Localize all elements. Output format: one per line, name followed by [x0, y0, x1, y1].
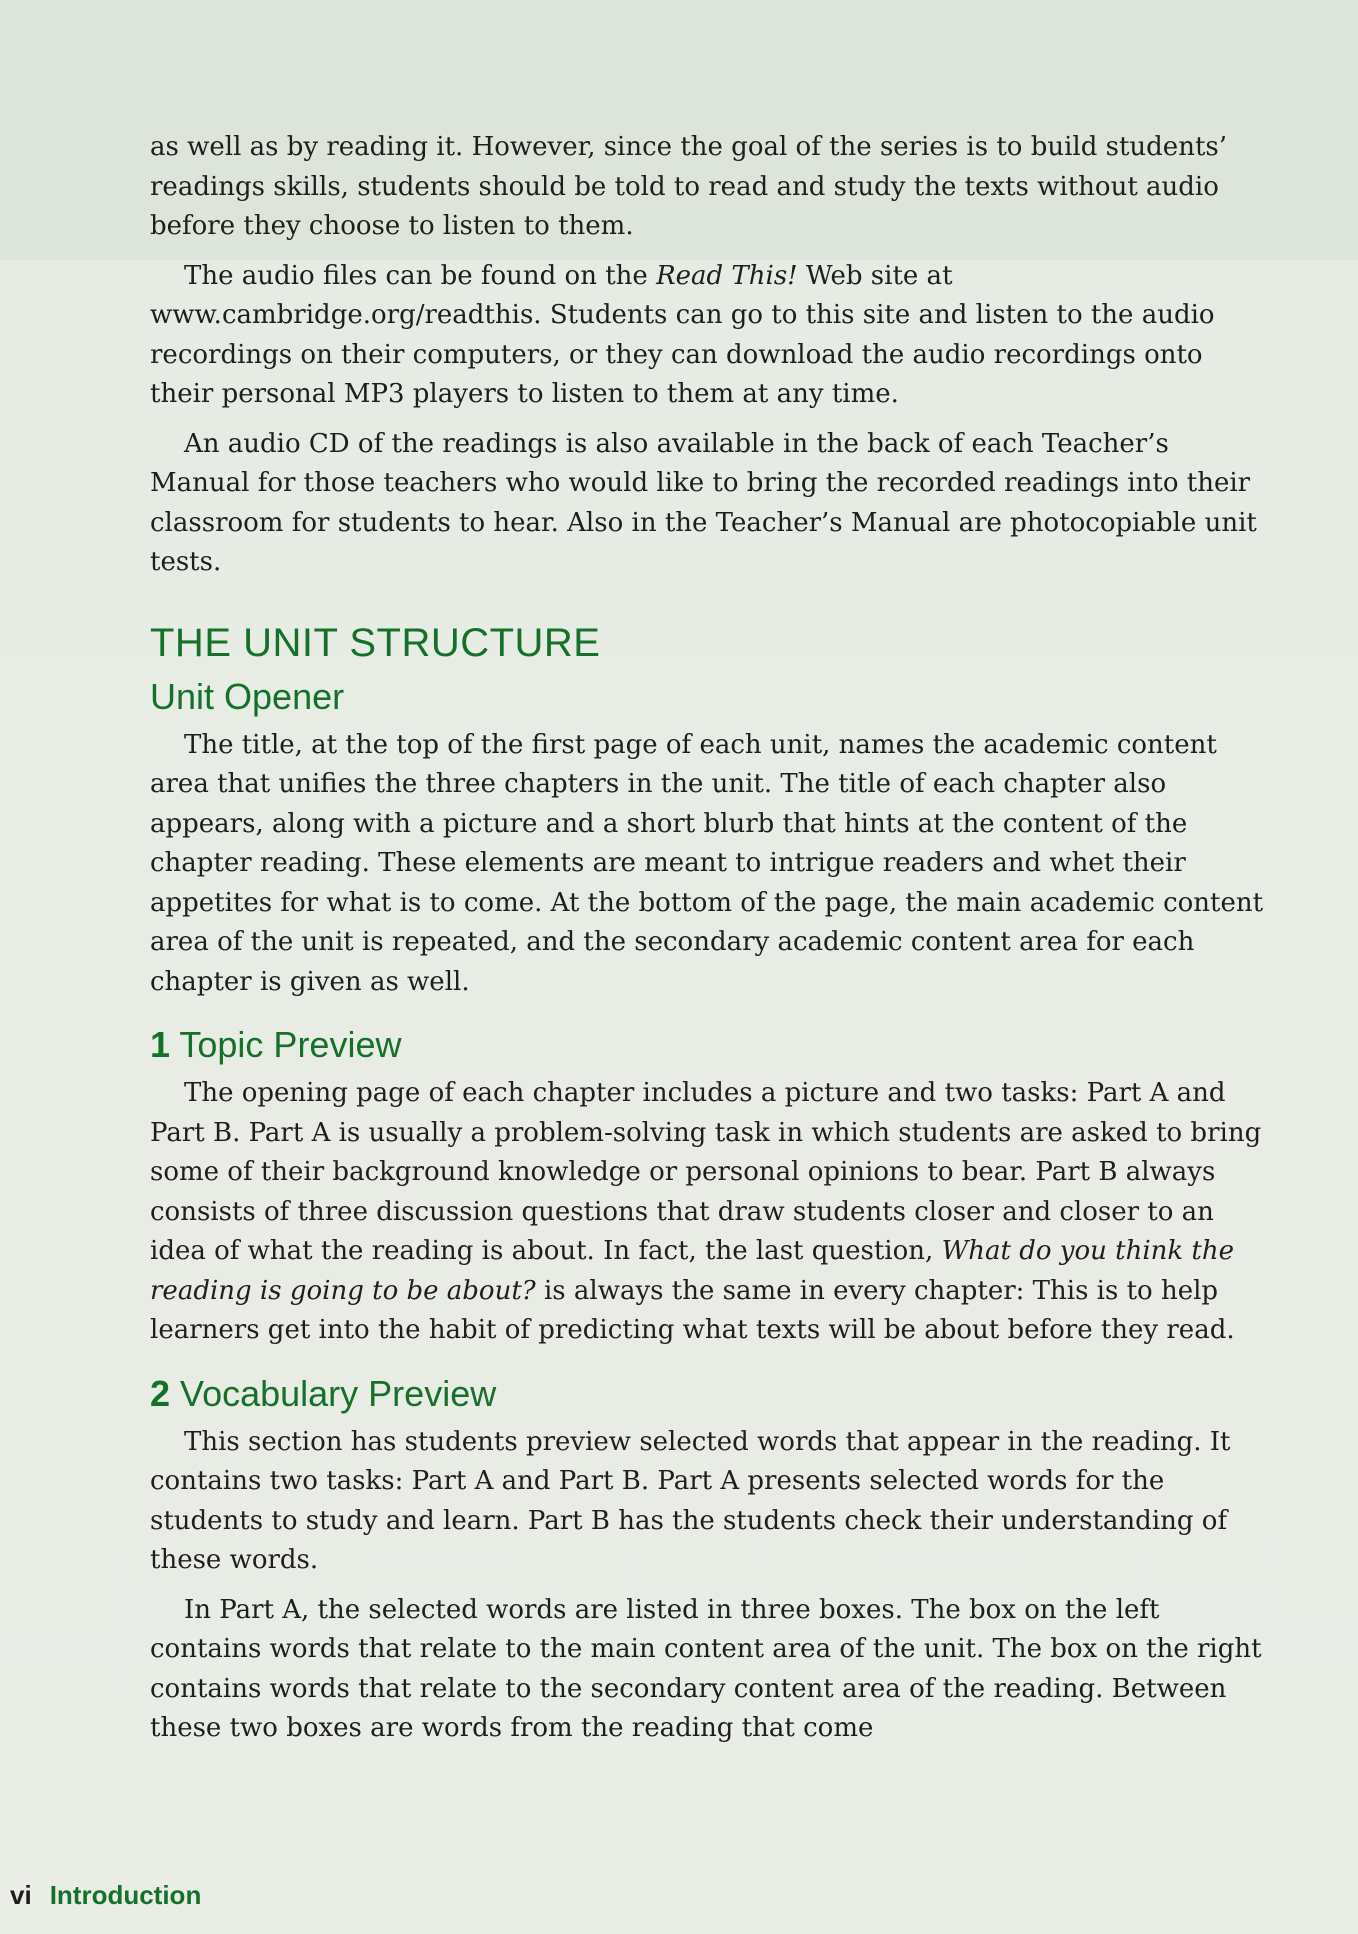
vocabulary-preview-number: 2: [150, 1372, 171, 1414]
section-title: THE UNIT STRUCTURE: [150, 620, 601, 665]
read-this-title: Read This!: [656, 260, 798, 291]
topic-preview-title: Topic Preview: [179, 1024, 402, 1065]
unit-opener-paragraph: The title, at the top of the first page of each unit, names the academic content area that unifies the three chapters in the unit. The title of each chapter also appears, along with a picture and a short blurb that hints at the content of the chapter reading. These elements are meant to intrigue readers and whet their appetites for what is to come. At the bottom of the page, the main academic content area of the unit is repeated, and the secondary academic content area for each chapter is given as well.: [150, 729, 1264, 997]
page-footer: [10, 1880, 201, 1911]
intro-paragraph-3: An audio CD of the readings is also available in the back of each Teacher’s Manual for those teachers who would like to bring the recorded readings into their classroom for students to hear. Also in the Teacher’s Manual are photocopiable unit tests.: [150, 428, 1257, 577]
topic-preview-after: is always the same in every chapter: This is to help learners get into the habit of predicting what texts will be about before they read.: [150, 1275, 1235, 1345]
vocabulary-preview-title: Vocabulary Preview: [180, 1372, 497, 1414]
unit-opener-heading: Unit Opener: [150, 675, 345, 717]
page-number: vi: [10, 1880, 32, 1910]
topic-preview-number: 1: [150, 1024, 171, 1065]
vocabulary-preview-paragraph-2: In Part A, the selected words are listed in three boxes. The box on the left contains words that relate to the main content area of the unit. The box on the right contains words that relate to the secondary content area of the reading. Between these two boxes are words from the reading that come: [150, 1594, 1262, 1743]
topic-preview-paragraph: [150, 1074, 1268, 1351]
vocabulary-preview-paragraph-1: This section has students preview selected words that appear in the reading. It contains two tasks: Part A and Part B. Part A presents selected words for the students to study and learn. Part B has the students check their understanding of these words.: [150, 1426, 1231, 1575]
topic-preview-before: The opening page of each chapter includes a picture and two tasks: Part A and Part B. Part A is usually a problem-solving task in which students are asked to bring some of their background knowledge or personal opinions to bear. Part B always consists of three discussion questions that draw students closer and closer to an idea of what the reading is about. In fact, the last question,: [150, 1078, 1262, 1266]
vocabulary-preview-heading: [150, 1373, 1268, 1415]
footer-section-label: Introduction: [49, 1880, 202, 1910]
intro-paragraph-2-before: The audio files can be found on the: [184, 260, 657, 291]
page-content: [150, 128, 1268, 1759]
topic-preview-heading: [150, 1024, 1268, 1066]
intro-paragraph-2-after: Web site at www.cambridge.org/readthis. Students can go to this site and listen to the audio recordings on their computers, or they can download the audio recordings onto their personal MP3 players to listen to them at any time.: [150, 260, 1215, 409]
intro-paragraph-1: as well as by reading it. However, since the goal of the series is to build students’ readings skills, students should be told to read and study the texts without audio before they choose to listen to them.: [150, 132, 1227, 241]
intro-paragraph-2: [150, 257, 1268, 415]
topic-preview-question: What do you think the reading is going to be about?: [150, 1236, 1235, 1306]
